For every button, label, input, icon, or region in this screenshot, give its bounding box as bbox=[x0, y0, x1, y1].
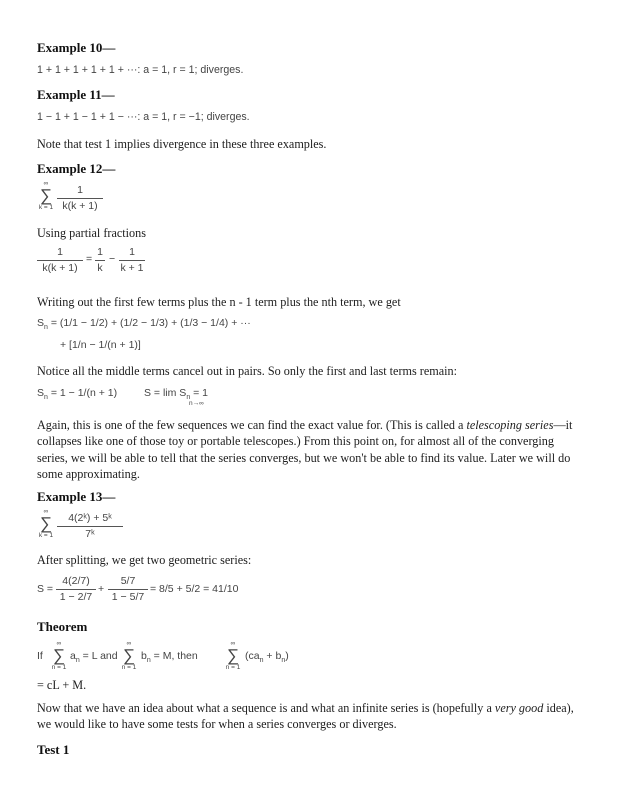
sigma-icon: ∑ bbox=[226, 646, 240, 665]
splitting-text: After splitting, we get two geometric series: bbox=[37, 553, 252, 567]
fraction-numerator: 1 bbox=[77, 184, 83, 196]
sigma-icon: ∑ bbox=[39, 186, 53, 205]
telescoping-paragraph: Again, this is one of the few sequences we can find the exact value for. (This is called a telescoping series—it collapses like one of those toy or portable telescopes.) From this point on, for almost all of the converging series, we will be able to tell that the series converges, but we won't be able to find its value. Later we will do some approximating. bbox=[37, 418, 573, 482]
summation-symbol bbox=[37, 180, 55, 211]
partial-fractions-equation: 1 k(k + 1) = 1 k − 1 k + 1 bbox=[37, 246, 237, 278]
theorem-statement: If ∞ ∑ n = 1 $a_n = L$ and ∞ ∑ n = 1 $b_n = M$, then ∞ ∑ n = 1 $(ca_n + b_n)$ bbox=[37, 640, 289, 671]
partial-fractions-text: Using partial fractions bbox=[37, 226, 146, 240]
example-13-sum bbox=[37, 508, 237, 544]
pf-second-fraction: 1 k + 1 bbox=[120, 246, 144, 274]
fraction-denominator: k(k + 1) bbox=[62, 200, 98, 212]
example-10-series: 1 + 1 + 1 + 1 + 1 + ···: a = 1, r = 1; diverges. bbox=[37, 64, 244, 76]
example-10-heading: Example 10— bbox=[37, 40, 116, 55]
writing-out-text: Writing out the first few terms plus the n - 1 term plus the nth term, we get bbox=[37, 295, 401, 309]
pf-lhs-fraction: 1 k(k + 1) bbox=[37, 246, 83, 275]
notice-text: Notice all the middle terms cancel out in pairs. So only the first and last terms remain: bbox=[37, 364, 458, 378]
sum-upper-limit: ∞ bbox=[43, 180, 49, 187]
theorem-result: = cL + M. bbox=[37, 678, 87, 692]
example-12-sum bbox=[37, 180, 237, 216]
sn-final-line: $S_n = 1 - 1/(n + 1)$ $S = \lim S_n = 1$ n→∞ bbox=[37, 387, 209, 407]
summation-symbol: ∞ ∑ n = 1 bbox=[51, 640, 67, 671]
sigma-icon: ∑ bbox=[122, 646, 136, 665]
theorem-heading: Theorem bbox=[37, 619, 88, 634]
sigma-icon: ∑ bbox=[39, 514, 53, 533]
sum-lower-limit: k = 1 bbox=[38, 204, 54, 211]
sigma-icon: ∑ bbox=[52, 646, 66, 665]
example-13-fraction: 4(2ᵏ) + 5ᵏ 7ᵏ bbox=[57, 512, 123, 541]
example-12-fraction bbox=[57, 184, 103, 213]
example-11-heading: Example 11— bbox=[37, 87, 115, 102]
pf-first-fraction: 1 k bbox=[95, 246, 105, 275]
note-text: Note that test 1 implies divergence in these three examples. bbox=[37, 137, 327, 151]
example-13-heading: Example 13— bbox=[37, 489, 116, 504]
tests-intro-paragraph: Now that we have an idea about what a sequence is and what an infinite series is (hopefully a very good idea), we would like to have some tests for when a series converges or diverges. bbox=[37, 701, 574, 732]
sn-expansion-line2: + [1/n − 1/(n + 1)] bbox=[60, 339, 141, 351]
example-11-series: 1 − 1 + 1 − 1 + 1 − ···: a = 1, r = −1; diverges. bbox=[37, 111, 250, 123]
summation-symbol: ∞ ∑ n = 1 bbox=[121, 640, 137, 671]
limit-subscript: n→∞ bbox=[189, 400, 204, 407]
example-12-heading: Example 12— bbox=[37, 161, 116, 176]
summation-symbol: ∞ ∑ n = 1 bbox=[225, 640, 241, 671]
sn-expansion-line1: $S_n = (1/1 - 1/2) + (1/2 - 1/3) + (1/3 - 1/4)$ + ··· bbox=[37, 317, 251, 332]
geometric-split-equation: S = 4(2/7) 1 − 2/7 + 5/7 1 − 5/7 = 8/5 + 5/2 = 41/10 bbox=[37, 575, 239, 603]
summation-symbol: ∞ ∑ k = 1 bbox=[38, 508, 54, 539]
test-1-heading: Test 1 bbox=[37, 742, 70, 757]
